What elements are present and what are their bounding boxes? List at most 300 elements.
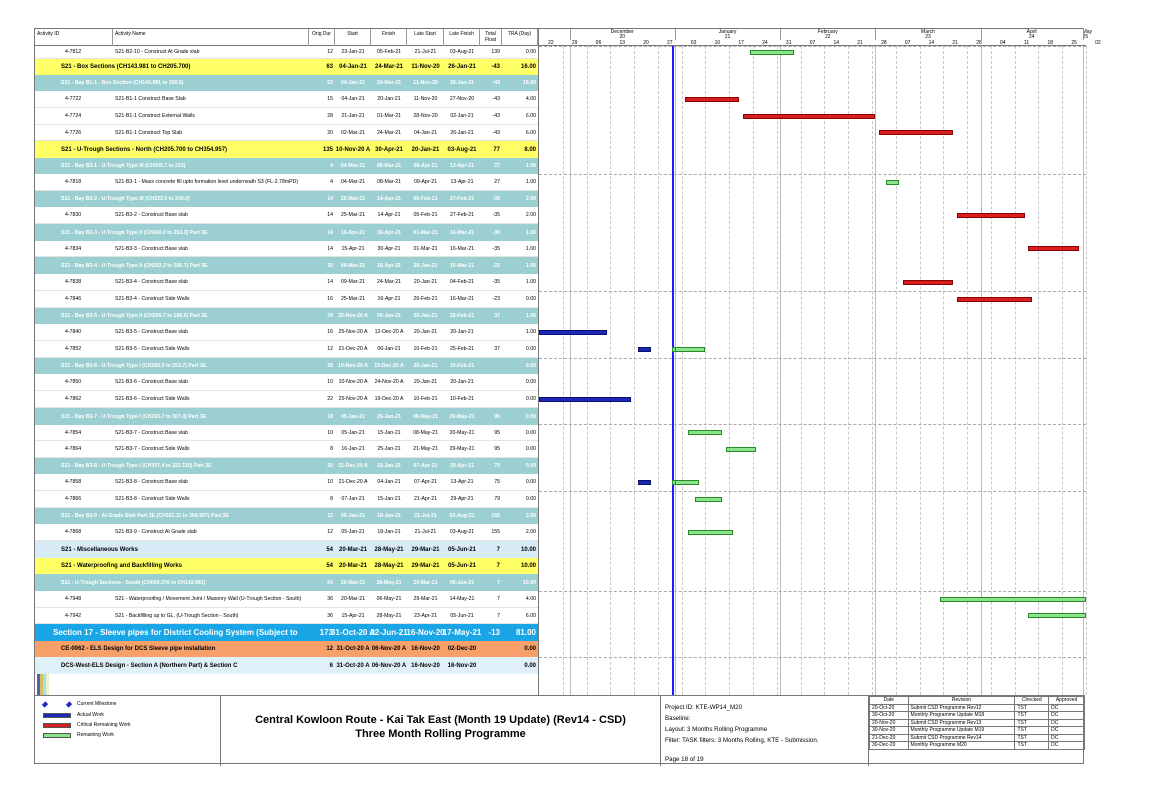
- cell-ls: 16-Nov-20: [411, 662, 440, 669]
- data-date-line: [672, 46, 674, 695]
- milestone-icon: [42, 701, 48, 707]
- cell-name: S21 - Waterproofing / Movement Joint / Masonry Wall (U-Trough Section - South): [115, 596, 302, 602]
- week-gridline: [920, 46, 921, 695]
- remaining-bar[interactable]: [675, 480, 699, 485]
- week-gridline: [705, 46, 706, 695]
- cell-tf: -43: [492, 80, 500, 86]
- cell-name: S21 - Box Sections (CH143.981 to CH205.700): [61, 64, 191, 70]
- cell-tf: -23: [492, 262, 500, 269]
- week-label: 22: [548, 40, 554, 46]
- cell-start: 31-Oct-20 A: [336, 662, 370, 669]
- cell-tra: 0.00: [525, 446, 536, 452]
- cell-start: 25-Nov-20 A: [338, 329, 368, 335]
- cell-tra: 10.00: [520, 563, 536, 569]
- remaining-bar[interactable]: [675, 347, 706, 352]
- year-week-label: 20: [619, 34, 625, 40]
- cell-finish: 19-Dec-20 A: [374, 396, 404, 402]
- programme-title: Central Kowloon Route - Kai Tak East (Month 19 Update) (Rev14 - CSD): [255, 714, 626, 726]
- cell-dur: 63: [326, 64, 333, 70]
- revision-cell: Submit CSD Programme Rev13: [908, 719, 1015, 727]
- cell-lf: 16-Mar-21: [450, 245, 474, 252]
- remaining-bar[interactable]: [695, 497, 722, 502]
- wbs-group-row[interactable]: [35, 224, 538, 241]
- wbs-group-row[interactable]: [35, 59, 538, 75]
- cell-dur: 173: [319, 627, 333, 637]
- cell-name: S21-B3-1 - Mass concrete fill upto formation level underneath S3 (FL-2.78mPD): [115, 179, 299, 185]
- week-label: 17: [738, 40, 744, 46]
- wbs-group-row[interactable]: [35, 308, 538, 324]
- cell-finish: 28-May-21: [376, 579, 402, 586]
- cell-lf: 27-Feb-21: [450, 212, 474, 218]
- remaining-bar[interactable]: [688, 430, 722, 435]
- month-gridline: [875, 46, 876, 695]
- cell-name: S21 - Backfilling up to GL. (U-Trough Section - South): [115, 612, 239, 619]
- cell-tra: 6.00: [525, 612, 536, 619]
- cell-tf: -35: [492, 245, 500, 252]
- cell-tra: 6.00: [525, 129, 536, 136]
- activity-row[interactable]: [35, 274, 538, 291]
- cell-start: 15-Apr-21: [341, 229, 365, 236]
- group-separator: [539, 358, 1086, 359]
- week-gridline: [563, 46, 564, 695]
- cell-ls: 07-Apr-21: [413, 479, 438, 485]
- cell-lf: 14-May-21: [449, 596, 475, 602]
- cell-start: 25-Nov-20 A: [338, 313, 368, 319]
- cell-tra: 1.00: [525, 163, 536, 169]
- cell-lf: 02-Jan-21: [450, 113, 474, 119]
- cell-tf: -35: [492, 212, 500, 218]
- cell-id: 4-7724: [65, 113, 82, 119]
- week-gridline: [658, 46, 659, 695]
- cell-finish: 18-Jan-21: [377, 529, 401, 535]
- month-label: March: [921, 29, 935, 35]
- cell-id: 4-7838: [65, 279, 82, 285]
- wbs-group-row[interactable]: [35, 257, 538, 274]
- activity-row[interactable]: [35, 425, 538, 441]
- activity-row[interactable]: [35, 291, 538, 308]
- cell-id: 4-7726: [65, 129, 82, 136]
- cell-start: 10-Nov-20 A: [338, 363, 368, 369]
- cell-id: 4-7948: [65, 596, 82, 602]
- cell-name: S21 - U-Trough Sections - South (CH009.376 to CH143.981): [61, 579, 206, 586]
- cell-start: 31-Oct-20 A: [336, 646, 370, 652]
- cell-tf: 155: [491, 529, 500, 535]
- cell-id: 4-7846: [65, 296, 82, 302]
- cell-dur: 35: [327, 363, 333, 369]
- cell-tra: 16.00: [523, 80, 536, 86]
- cell-id: 4-7840: [65, 329, 82, 335]
- cell-tra: 0.00: [524, 646, 536, 652]
- cell-id: 4-7854: [65, 429, 82, 436]
- cell-start: 20-Mar-21: [338, 546, 367, 553]
- month-tick: [981, 29, 982, 40]
- remaining-bar[interactable]: [750, 50, 794, 55]
- cell-dur: 14: [327, 245, 333, 252]
- cell-finish: 01-Mar-21: [377, 113, 401, 119]
- cell-tf: -43: [491, 64, 500, 70]
- cell-ls: 07-Apr-21: [413, 463, 438, 469]
- revision-cell: DC: [1049, 719, 1085, 727]
- cell-start: 10-Nov-20 A: [338, 379, 368, 385]
- cell-tf: [480, 657, 502, 674]
- revision-cell: Submit CSD Programme Rev12: [908, 704, 1015, 712]
- revision-cell: Checked: [1015, 697, 1049, 705]
- cell-ls: 16-Nov-20: [406, 627, 445, 637]
- cell-lf: 13-Apr-21: [450, 479, 474, 485]
- cell-finish: 06-Nov-20 A: [371, 646, 407, 652]
- cell-tf: 7: [497, 579, 500, 586]
- week-label: 04: [999, 40, 1006, 46]
- cell-ls: 29-Mar-21: [413, 579, 438, 586]
- cell-dur: 34: [327, 313, 333, 319]
- month-tick: [875, 29, 876, 40]
- remaining-bar[interactable]: [688, 530, 732, 535]
- cell-tra: 1.00: [525, 245, 536, 252]
- group-separator: [539, 46, 1086, 47]
- cell-name: S21-B3-7 - Construct Base slab: [115, 429, 188, 436]
- wbs-group-row[interactable]: [35, 75, 538, 91]
- wbs-group-row[interactable]: [35, 624, 538, 641]
- cell-finish: 06-May-21: [376, 596, 402, 602]
- activity-row[interactable]: [35, 241, 538, 257]
- cell-ls: 21-Jul-21: [414, 529, 437, 535]
- cell-name: CE-0062 - ELS Design for DCS Sleeve pipe installation: [61, 646, 216, 652]
- cell-tf: 95: [494, 413, 500, 420]
- activity-row[interactable]: [35, 474, 538, 491]
- activity-row[interactable]: [35, 524, 538, 541]
- cell-ls: 04-Jan-21: [413, 129, 438, 136]
- revision-cell: TST: [1015, 727, 1049, 735]
- revision-cell: DC: [1049, 704, 1085, 712]
- cell-finish: 24-Mar-21: [374, 64, 403, 70]
- activity-row[interactable]: [35, 441, 538, 458]
- cell-tra: 1.00: [525, 279, 536, 285]
- cell-start: 05-Jan-21: [341, 513, 365, 519]
- cell-tra: 8.00: [524, 146, 536, 153]
- year-week-label: 21: [724, 34, 731, 40]
- activity-row[interactable]: [35, 341, 538, 358]
- activity-row[interactable]: [35, 491, 538, 508]
- gantt-body: [539, 46, 1086, 695]
- cell-dur: 14: [327, 212, 333, 218]
- actual-bar[interactable]: [539, 330, 607, 335]
- wbs-group-row[interactable]: [35, 541, 538, 558]
- wbs-group-row[interactable]: [35, 641, 538, 657]
- activity-row[interactable]: [35, 374, 538, 391]
- cell-lf: 04-Feb-21: [450, 279, 474, 285]
- cell-tf: -35: [492, 279, 500, 285]
- cell-tra: 2.00: [525, 529, 536, 535]
- cell-dur: 18: [327, 413, 333, 420]
- cell-ls: 20-Jan-21: [413, 363, 438, 369]
- remaining-bar[interactable]: [726, 447, 757, 452]
- cell-tf: 27: [494, 163, 500, 169]
- cell-name: Section 17 - Sleeve pipes for District Cooling System (Subject to: [53, 627, 298, 637]
- cell-finish: 24-Nov-20 A: [374, 379, 404, 385]
- critical-work-swatch: [43, 723, 71, 728]
- revision-cell: 20-Oct-20: [870, 704, 909, 712]
- revision-cell: DC: [1049, 742, 1085, 750]
- cell-finish: 30-Apr-21: [377, 229, 401, 236]
- week-label: 28: [881, 40, 887, 46]
- revision-cell: TST: [1015, 742, 1049, 750]
- cell-tra: 0.00: [524, 662, 536, 669]
- week-gridline: [777, 46, 778, 695]
- week-gridline: [729, 46, 730, 695]
- activity-row[interactable]: [35, 108, 538, 125]
- cell-finish: 28-May-21: [374, 563, 404, 569]
- cell-name: S21-B3-6 - Construct Side Walls: [115, 396, 190, 402]
- cell-tra: 0.00: [525, 346, 536, 352]
- cell-dur: 4: [330, 163, 333, 169]
- cell-lf: 26-Jan-21: [448, 64, 476, 70]
- week-label: 20: [643, 40, 649, 46]
- week-label: 31: [785, 40, 792, 46]
- schedule-page: [34, 28, 1101, 764]
- cell-start: 15-Apr-21: [341, 612, 365, 619]
- month-tick: [780, 29, 781, 40]
- cell-ls: 21-May-21: [413, 446, 438, 452]
- header-activity-id[interactable]: Activity ID: [35, 29, 113, 46]
- remaining-bar[interactable]: [940, 597, 1086, 602]
- cell-id: 4-7834: [65, 245, 82, 252]
- cell-lf: 05-Jun-21: [447, 546, 476, 553]
- cell-start: 25-Nov-20 A: [338, 396, 368, 402]
- wbs-group-row[interactable]: [35, 657, 538, 674]
- activity-row[interactable]: [35, 91, 538, 108]
- actual-bar[interactable]: [539, 397, 631, 402]
- header-total-float[interactable]: Total Float: [480, 29, 502, 46]
- cell-id: 4-7864: [65, 446, 82, 452]
- cell-start: 25-Mar-21: [341, 296, 365, 302]
- cell-lf: 25-Feb-21: [449, 313, 475, 319]
- month-tick: [675, 29, 676, 40]
- wbs-group-row[interactable]: [35, 191, 538, 207]
- cell-name: S21-B3-3 - Construct Base slab: [115, 245, 188, 252]
- revision-table-box: [869, 696, 1085, 766]
- critical-bar[interactable]: [957, 297, 1032, 302]
- critical-bar[interactable]: [743, 114, 876, 119]
- cell-tra: 2.00: [525, 212, 536, 218]
- legend-box: [35, 696, 221, 766]
- cell-finish: 06-Jan-21: [377, 346, 401, 352]
- page-number: Page 18 of 19: [665, 756, 704, 763]
- wbs-group-row[interactable]: [35, 458, 538, 474]
- revision-cell: Monthly Programme Update M18: [908, 712, 1015, 720]
- week-gridline: [753, 46, 754, 695]
- cell-tf: [480, 358, 502, 374]
- week-label: 24: [762, 40, 768, 46]
- cell-finish: 04-Jan-21: [377, 479, 401, 485]
- week-gridline: [896, 46, 897, 695]
- revision-row: [870, 742, 1085, 750]
- cell-tf: 7: [496, 563, 500, 569]
- cell-name: S21 - Bay B1-1 - Box Section (CH143.981 to 150.5): [61, 80, 184, 86]
- cell-tf: -35: [492, 196, 500, 202]
- cell-ls: 11-Nov-20: [413, 96, 438, 102]
- revision-cell: DC: [1049, 734, 1085, 742]
- cell-tf: 139: [491, 49, 500, 55]
- cell-ls: 20-Jan-21: [413, 279, 438, 285]
- group-separator: [539, 657, 1086, 658]
- header-finish[interactable]: Finish: [371, 29, 407, 46]
- revision-cell: TST: [1015, 719, 1049, 727]
- week-label: 29: [571, 40, 578, 46]
- cell-dur: 14: [327, 229, 333, 236]
- cell-ls: 26-Feb-21: [413, 296, 438, 302]
- cell-tra: 0.00: [525, 413, 536, 420]
- critical-bar[interactable]: [903, 280, 954, 285]
- wbs-group-row[interactable]: [35, 574, 538, 591]
- cell-tf: 79: [494, 496, 500, 502]
- cell-name: S21-B3-4 - Construct Side Walls: [115, 296, 190, 302]
- cell-dur: 10: [327, 479, 333, 485]
- cell-start: 23-Jan-21: [341, 49, 365, 55]
- cell-tra: 1.00: [525, 313, 536, 319]
- activity-row[interactable]: [35, 125, 538, 141]
- cell-lf: 03-Aug-21: [447, 146, 477, 153]
- cell-ls: 20-Jan-21: [413, 262, 438, 269]
- cell-name: S21 - Bay B3-4 - U-Trough Type II (CH253.3 to 266.7) Part 3E: [61, 262, 208, 269]
- month-label: February: [817, 29, 838, 35]
- cell-dur: 30: [327, 262, 333, 269]
- cell-tf: -23: [492, 296, 500, 302]
- cell-lf: 13-Apr-21: [450, 163, 474, 169]
- wbs-group-row[interactable]: [35, 408, 538, 425]
- wbs-group-row[interactable]: [35, 558, 538, 574]
- header-tra[interactable]: TRA (Day): [502, 29, 538, 46]
- cell-id: 4-7850: [65, 379, 82, 385]
- cell-tf: 79: [494, 463, 500, 469]
- cell-lf: 29-May-21: [449, 446, 475, 452]
- cell-start: 20-Mar-21: [338, 563, 367, 569]
- cell-tra: 1.00: [525, 329, 536, 335]
- cell-tra: 10.00: [520, 546, 536, 553]
- actual-bar[interactable]: [638, 347, 652, 352]
- cell-name: DCS-West-ELS Design - Section A (Northern Part) & Section C: [61, 662, 238, 669]
- activity-row[interactable]: [35, 608, 538, 624]
- group-separator: [539, 174, 1086, 175]
- header-activity-name[interactable]: Activity Name: [113, 29, 309, 46]
- cell-id: 4-7830: [65, 212, 82, 218]
- cell-lf: 25-Feb-21: [450, 346, 474, 352]
- cell-lf: 10-Feb-21: [450, 396, 474, 402]
- cell-dur: 15: [327, 96, 333, 102]
- cell-dur: 8: [330, 446, 333, 452]
- activity-row[interactable]: [35, 391, 538, 408]
- remaining-bar[interactable]: [1028, 613, 1086, 618]
- cell-lf: 27-Feb-21: [449, 196, 475, 202]
- cell-lf: 26-Jan-21: [450, 129, 474, 136]
- cell-finish: 16-Apr-21: [377, 262, 401, 269]
- cell-ls: 20-Jan-21: [413, 379, 438, 385]
- cell-tra: 4.00: [525, 96, 536, 102]
- activity-row[interactable]: [35, 324, 538, 341]
- header-late-finish[interactable]: Late Finish: [444, 29, 480, 46]
- cell-name: S21 - Bay B3-9 - At Grade Slab Part 3E (CH321.11 to 354.957) Part 3E: [61, 513, 229, 519]
- week-gridline: [634, 46, 635, 695]
- week-label: 21: [857, 40, 863, 46]
- cell-ls: 01-Mar-21: [413, 245, 438, 252]
- actual-bar[interactable]: [638, 480, 652, 485]
- cell-finish: 16-Apr-21: [377, 296, 401, 302]
- cell-finish: 06-Jan-21: [377, 313, 401, 319]
- cell-name: S21-B1-1 Construct Top Slab: [115, 129, 183, 136]
- wbs-group-row[interactable]: [35, 508, 538, 524]
- cell-ls: 05-Feb-21: [413, 196, 438, 202]
- cell-tra: 0.00: [525, 429, 536, 436]
- month-tick: [570, 29, 571, 40]
- revision-row: [870, 712, 1085, 720]
- cell-lf: 03-Aug-21: [449, 49, 475, 55]
- cell-start: 15-Apr-21: [341, 245, 365, 252]
- cell-start: 20-Mar-21: [340, 579, 366, 586]
- cell-dur: 20: [327, 129, 333, 136]
- revision-cell: DC: [1049, 712, 1085, 720]
- legend-critical: Critical Remaining Work: [43, 722, 131, 728]
- group-separator: [539, 291, 1086, 292]
- cell-dur: 36: [327, 596, 333, 602]
- critical-bar[interactable]: [957, 213, 1025, 218]
- cell-finish: 20-Jan-21: [377, 96, 401, 102]
- cell-dur: 12: [327, 513, 333, 519]
- critical-bar[interactable]: [685, 97, 739, 102]
- cell-ls: 20-Jan-21: [413, 313, 438, 319]
- cell-ls: 29-Mar-21: [411, 546, 440, 553]
- cell-name: S21 - Bay B3-1 - U-Trough Type III (CH205.7 to 223): [61, 163, 186, 169]
- activity-row[interactable]: [35, 174, 538, 191]
- cell-tf: 7: [496, 546, 500, 553]
- cell-name: S21-B3-8 - Construct Base slab: [115, 479, 188, 485]
- header-start[interactable]: Start: [335, 29, 371, 46]
- cell-dur: 4: [330, 179, 333, 185]
- revision-cell: 20-Nov-20: [870, 719, 909, 727]
- wbs-group-row[interactable]: [35, 358, 538, 374]
- wbs-group-row[interactable]: [35, 158, 538, 174]
- week-label: 13: [619, 40, 626, 46]
- cell-start: 07-Jan-21: [341, 496, 365, 502]
- cell-finish: 05-Feb-21: [377, 49, 401, 55]
- cell-tf: -43: [492, 96, 500, 102]
- cell-finish: 15-Jan-21: [377, 496, 401, 502]
- cell-tra: 4.00: [525, 596, 536, 602]
- revision-cell: TST: [1015, 712, 1049, 720]
- cell-tf: [480, 324, 502, 340]
- remaining-bar[interactable]: [886, 180, 900, 185]
- week-label: 18: [1047, 40, 1054, 46]
- critical-bar[interactable]: [879, 130, 954, 135]
- cell-tf: 7: [497, 596, 500, 602]
- revision-table: [869, 696, 1085, 750]
- activity-row[interactable]: [35, 46, 538, 59]
- cell-finish: 08-Mar-21: [376, 163, 402, 169]
- header-late-start[interactable]: Late Start: [407, 29, 444, 46]
- cell-dur: 12: [327, 529, 333, 535]
- header-orig-dur[interactable]: Orig Dur: [309, 29, 335, 46]
- revision-cell: Monthly Programme Update M19: [908, 727, 1015, 735]
- wbs-group-row[interactable]: [35, 141, 538, 158]
- cell-ls: 21-Apr-21: [413, 496, 438, 502]
- week-label: 14: [833, 40, 840, 46]
- activity-row[interactable]: [35, 591, 538, 608]
- critical-bar[interactable]: [1028, 246, 1079, 251]
- cell-tra: 2.00: [525, 196, 536, 202]
- legend-milestone: Current Milestone: [43, 701, 116, 707]
- month-label: December: [610, 29, 634, 35]
- month-label: May: [1082, 29, 1093, 35]
- activity-row[interactable]: [35, 207, 538, 224]
- week-label: 28: [976, 40, 982, 46]
